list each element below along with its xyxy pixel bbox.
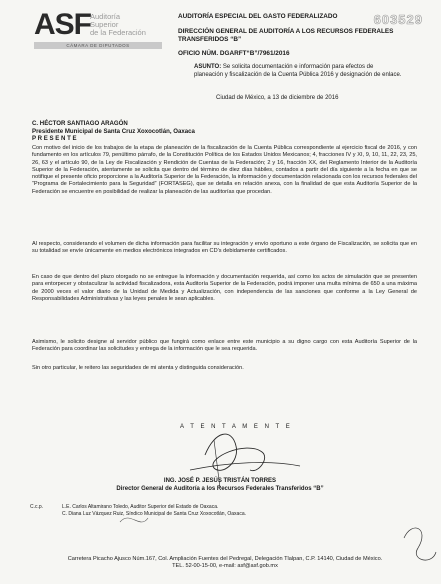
footer-address: Carretera Picacho Ajusco Núm.167, Col. Ampliación Fuentes del Pedregal, Delegación Tlalpan, C.P. 14140, Ciudad de México. — [67, 556, 383, 562]
body-paragraph: Con motivo del inicio de los trabajos de la etapa de planeación de la fiscalización de la Cuenta Pública correspondiente al ejercicio fiscal de 2016, y con fundamento en los artículos 79, penúltimo párrafo, de la Constitución Política de los Estados Unidos Mexicanos; 4, fracciones IV y XI, 9, 10, 11, 22, 23, 25, 26, 63 y el artículo 90, de la Ley de Fiscalización y Rendición de Cuentas de la Federación; 2 y 16, fracción XX, del Reglamento Interior de la Auditoría Superior de la Federación, atentamente se solicita que dentro del término de diez días hábiles, contados a partir del día siguiente a la fecha en que se notifique el presente oficio proporcione a la Auditoría Superior de la Federación, la información y documentación relacionada con los recursos federales del “Programa de Fortalecimiento para la Seguridad” (FORTASEG), que se detalla en relación anexa, con la finalidad de que esta Auditoría Superior de la Federación se encuentre en posibilidad de realizar la planeación de las auditorías que procedan. — [32, 145, 417, 195]
body-paragraph: En caso de que dentro del plazo otorgado no se entregue la información y documentación requerida, así como los actos de simulación que se presenten para entorpecer y obstaculizar la actividad fiscalizadora, esta Auditoría Superior de la Federación, podrá imponer una multa mínima de 650 a una máxima de 2000 veces el valor diario de la Unidad de Medida y Actualización, con independencia de las sanciones que conforme a la Ley General de Responsabilidades Administrativas y las leyes penales le sean aplicables. — [32, 274, 417, 302]
subject-label: ASUNTO: — [194, 64, 222, 70]
date-line: Ciudad de México, a 13 de diciembre de 2016 — [216, 95, 339, 101]
body-paragraph: Asimismo, le solicito designe al servidor público que fungirá como enlace entre este municipio a su digno cargo con esta Auditoría Superior de la Federación para coordinar las solicitudes y entrega de la información que le sea requerida. — [32, 339, 417, 353]
addressee-name: C. HÉCTOR SANTIAGO ARAGÓN — [32, 120, 128, 127]
logo-bar: CÁMARA DE DIPUTADOS — [34, 42, 162, 49]
closing-line: A T E N T A M E N T E — [180, 424, 293, 430]
direction-heading: DIRECCIÓN GENERAL DE AUDITORÍA A LOS RECURSOS FEDERALES TRANSFERIDOS “B” — [178, 28, 394, 43]
logo-text: ASF — [34, 8, 91, 41]
ccp-list — [62, 504, 392, 518]
ccp-recipient: L.E. Carlos Altamirano Toledo, Auditor Superior del Estado de Oaxaca. — [62, 504, 219, 510]
ccp-recipient: C. Diana Luz Vázquez Ruiz, Síndico Municipal de Santa Cruz Xoxocotlán, Oaxaca. — [62, 511, 246, 517]
presente-line: P R E S E N T E — [32, 135, 77, 143]
body-paragraph: Sin otro particular, le reitero las seguridades de mi atenta y distinguida consideración. — [32, 365, 244, 371]
dependency-heading: AUDITORÍA ESPECIAL DEL GASTO FEDERALIZADO — [178, 13, 338, 20]
addressee-role: Presidente Municipal de Santa Cruz Xoxocotlán, Oaxaca — [32, 127, 195, 135]
body-paragraph: Al respecto, considerando el volumen de dicha información para facilitar su integración y envío oportuno a este órgano de Fiscalización, se solicita que en su totalidad se envíe únicamente en medios electrónicos integrados en CD’s debidamente certificados. — [32, 241, 417, 255]
ccp-label: C.c.p. — [30, 504, 44, 510]
folio-stamp: 603529 — [373, 12, 423, 27]
logo-sub-line: Superior — [90, 20, 119, 29]
logo-sub-line: Auditoría — [90, 12, 121, 21]
footer-contact: TEL. 52-00-15-00, e-mail: asf@asf.gob.mx — [172, 563, 278, 569]
subject-text: Se solicita documentación e información para efectos de planeación y fiscalización de la Cuenta Pública 2016 y designación de enlace. — [194, 64, 402, 78]
oficio-number: OFICIO NÚM. DGARFT“B”/7961/2016 — [178, 50, 290, 57]
signer-title: Director General de Auditoría a los Recursos Federales Transferidos “B” — [116, 486, 324, 492]
logo-sub-line: de la Federación — [90, 28, 146, 37]
signer-name: ING. JOSÉ P. JESÚS TRISTÁN TORRES — [163, 478, 277, 484]
